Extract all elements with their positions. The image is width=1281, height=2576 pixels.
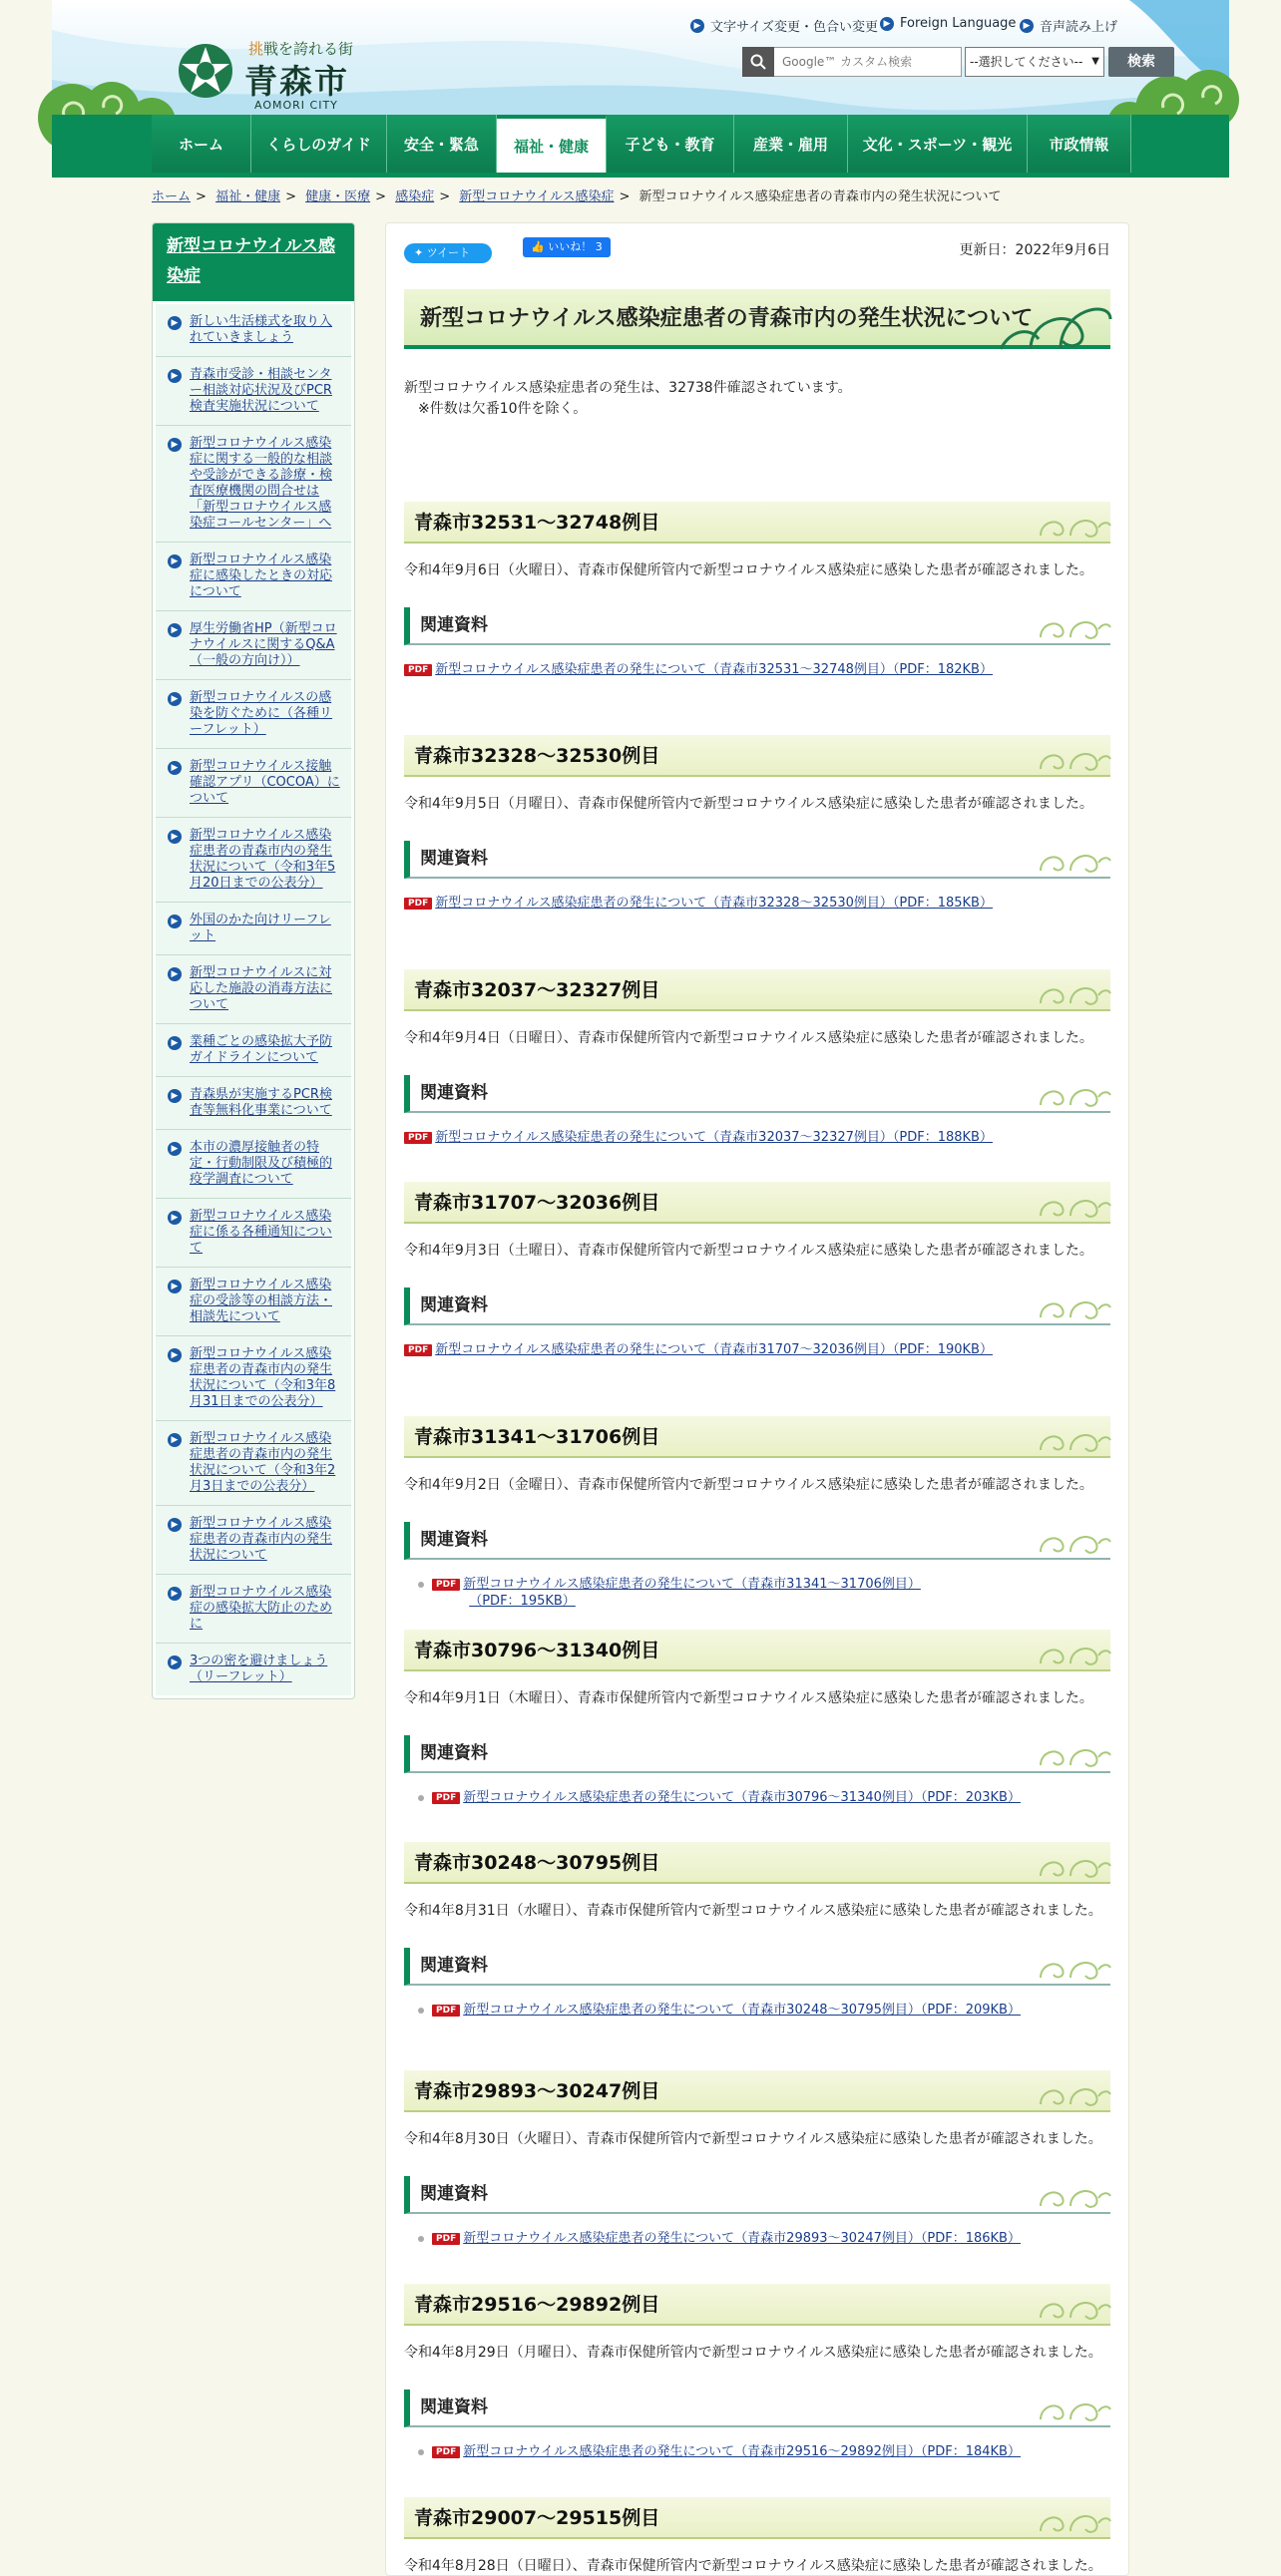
section-description: 令和4年8月28日（日曜日）、青森市保健所管内で新型コロナウイルス感染症に感染した患者が確認されました。 (404, 2558, 1102, 2574)
pdf-link-row (404, 1789, 1110, 1806)
swirl-decoration-icon (1067, 841, 1110, 877)
sidebar-list (153, 301, 354, 1698)
swirl-decoration-icon (991, 289, 1110, 349)
sidebar-item-label[interactable]: 新型コロナウイルスに対応した施設の消毒方法について (190, 965, 333, 1012)
pdf-link-row (404, 2230, 1110, 2247)
sidebar-item-label[interactable]: 新型コロナウイルス感染症患者の青森市内の発生状況について（令和3年2月3日までの公表分） (190, 1431, 336, 1494)
sidebar-item-label[interactable]: 厚生労働省HP（新型コロナウイルスに関するQ&A（一般の方向け）） (190, 621, 337, 668)
section-description: 令和4年9月6日（火曜日）、青森市保健所管内で新型コロナウイルス感染症に感染した患者が確認されました。 (404, 562, 1093, 578)
bullet-icon (418, 2008, 424, 2014)
nav-children-education[interactable]: 子ども・教育 (607, 115, 734, 173)
related-docs-heading-bar (404, 607, 1110, 645)
sidebar-item[interactable] (156, 304, 351, 356)
search-icon (742, 47, 774, 77)
sidebar-item-label[interactable]: 本市の濃厚接触者の特定・行動制限及び積極的疫学調査について (190, 1140, 333, 1187)
arrow-right-icon: ▶ (168, 1348, 182, 1362)
pdf-link[interactable]: 新型コロナウイルス感染症患者の発生について（青森市30796～31340例目）（PDF：203KB） (463, 1790, 1021, 1805)
swirl-decoration-icon (1031, 2070, 1110, 2110)
breadcrumb-infection[interactable]: 感染症 (395, 189, 435, 204)
thumbs-up-icon: 👍 (531, 240, 549, 253)
section-description: 令和4年9月3日（土曜日）、青森市保健所管内で新型コロナウイルス感染症に感染した患者が確認されました。 (404, 1243, 1093, 1259)
intro-count: 新型コロナウイルス感染症患者の発生は、32738件確認されています。 (404, 380, 852, 396)
section-heading-bar (404, 1182, 1110, 1224)
section-heading-bar (404, 735, 1110, 777)
section-heading-bar (404, 2497, 1110, 2539)
swirl-decoration-icon (1067, 2176, 1110, 2212)
nav-living-guide[interactable]: くらしのガイド (251, 115, 387, 173)
arrow-right-icon: ▶ (168, 554, 182, 568)
arrow-right-icon: ▶ (168, 1433, 182, 1447)
swirl-decoration-icon (1067, 1948, 1110, 1984)
swirl-decoration-icon (1067, 2390, 1110, 2425)
global-nav (152, 115, 1131, 173)
sidebar-item[interactable] (156, 1076, 351, 1129)
pdf-link-row (404, 2002, 1110, 2019)
pdf-link-row (404, 1341, 1110, 1358)
related-docs-heading: 関連資料 (420, 2184, 488, 2204)
case-section (404, 1842, 1110, 2019)
sidebar-item[interactable] (156, 1574, 351, 1643)
related-docs-heading: 関連資料 (420, 1743, 488, 1763)
nav-industry-employment[interactable]: 産業・雇用 (734, 115, 848, 173)
pdf-link[interactable]: 新型コロナウイルス感染症患者の発生について（青森市30248～30795例目）（PDF：209KB） (463, 2003, 1021, 2018)
swirl-decoration-icon (1031, 2497, 1110, 2537)
breadcrumb: ホーム > 福祉・健康 > 健康・医療 > 感染症 > 新型コロナウイルス感染症 > 新型コロナウイルス感染症患者の青森市内の発生状況について (152, 189, 1002, 204)
case-section (404, 2284, 1110, 2460)
tweet-button[interactable]: ✦ ツイート (404, 243, 492, 263)
pdf-icon: PDF (432, 1792, 460, 1804)
related-docs-heading: 関連資料 (420, 1530, 488, 1550)
bullet-icon (418, 2236, 424, 2242)
pdf-icon: PDF (432, 2446, 460, 2458)
search-scope-select[interactable]: --選択してください-- ▼ (965, 47, 1104, 77)
arrow-right-icon: ▶ (168, 692, 182, 706)
sidebar-item-label[interactable]: 青森市受診・相談センター相談対応状況及びPCR検査実施状況について (190, 367, 332, 414)
swirl-decoration-icon (1031, 2284, 1110, 2324)
text-to-speech-link[interactable]: ▶ 音声読み上げ (1020, 16, 1117, 35)
sidebar-item[interactable] (156, 748, 351, 817)
sidebar-item[interactable] (156, 1267, 351, 1335)
swirl-decoration-icon (1067, 1288, 1110, 1323)
related-docs-heading: 関連資料 (420, 1083, 488, 1103)
section-description: 令和4年8月29日（月曜日）、青森市保健所管内で新型コロナウイルス感染症に感染した患者が確認されました。 (404, 2345, 1102, 2361)
section-description: 令和4年8月30日（火曜日）、青森市保健所管内で新型コロナウイルス感染症に感染した患者が確認されました。 (404, 2131, 1102, 2147)
arrow-right-icon: ▶ (168, 438, 182, 452)
sidebar-item[interactable] (156, 1129, 351, 1198)
arrow-right-icon: ▶ (168, 369, 182, 383)
twitter-bird-icon: ✦ (414, 246, 427, 259)
site-search (742, 47, 1174, 77)
logo-city-name-en: AOMORI CITY (254, 99, 338, 112)
nav-city-info[interactable]: 市政情報 (1028, 115, 1131, 173)
bullet-icon (418, 2449, 424, 2455)
arrow-right-icon: ▶ (168, 1518, 182, 1532)
section-heading: 青森市31341～31706例目 (414, 1426, 660, 1448)
arrow-right-icon: ▶ (168, 967, 182, 981)
swirl-decoration-icon (1031, 1842, 1110, 1882)
arrow-right-icon: ▶ (168, 1089, 182, 1103)
sidebar-item-label[interactable]: 新しい生活様式を取り入れていきましょう (190, 314, 333, 345)
updated-date: 更新日：2022年9月6日 (959, 242, 1110, 258)
nav-culture-sports-tourism[interactable]: 文化・スポーツ・観光 (848, 115, 1028, 173)
sidebar-item-label[interactable]: 新型コロナウイルスの感染を防ぐために（各種リーフレット） (190, 690, 333, 737)
search-button[interactable]: 検索 (1108, 47, 1174, 77)
sidebar-item[interactable] (156, 1023, 351, 1076)
arrow-right-icon: ▶ (168, 623, 182, 637)
pdf-link-row (404, 661, 1110, 678)
font-size-color-link[interactable]: ▶ 文字サイズ変更・色合い変更 (690, 16, 878, 35)
sidebar-item-label[interactable]: 新型コロナウイルス感染症に感染したときの対応について (190, 552, 333, 599)
section-heading: 青森市29893～30247例目 (414, 2080, 660, 2102)
breadcrumb-current: 新型コロナウイルス感染症患者の青森市内の発生状況について (639, 189, 1002, 204)
related-docs-heading-bar (404, 1075, 1110, 1113)
sidebar-item-label[interactable]: 新型コロナウイルス接触確認アプリ（COCOA）について (190, 759, 340, 806)
sidebar-item[interactable] (156, 817, 351, 902)
related-docs-heading-bar (404, 1948, 1110, 1986)
case-section (404, 1416, 1110, 1610)
sidebar-item-label[interactable]: 新型コロナウイルス感染症に係る各種通知について (190, 1209, 332, 1256)
sidebar-item-label[interactable]: 外国のかた向けリーフレット (190, 913, 331, 943)
case-section (404, 735, 1110, 912)
sidebar-item-label[interactable]: 業種ごとの感染拡大予防ガイドラインについて (190, 1034, 333, 1065)
related-docs-heading: 関連資料 (420, 1295, 488, 1315)
pdf-link[interactable]: 新型コロナウイルス感染症患者の発生について（青森市32037～32327例目）（PDF：188KB） (435, 1130, 993, 1145)
section-heading: 青森市29007～29515例目 (414, 2507, 660, 2529)
related-docs-heading-bar (404, 841, 1110, 879)
city-emblem-icon (177, 42, 234, 100)
case-section (404, 1182, 1110, 1358)
breadcrumb-welfare[interactable]: 福祉・健康 (215, 189, 281, 204)
section-description: 令和4年9月1日（木曜日）、青森市保健所管内で新型コロナウイルス感染症に感染した患者が確認されました。 (404, 1690, 1093, 1706)
section-heading: 青森市32328～32530例目 (414, 745, 660, 767)
section-heading-bar (404, 1842, 1110, 1884)
sidebar-item[interactable] (156, 679, 351, 748)
sidebar-item[interactable] (156, 902, 351, 954)
arrow-right-icon: ▶ (168, 1036, 182, 1050)
intro-note: ※件数は欠番10件を除く。 (418, 401, 588, 417)
section-heading-bar (404, 502, 1110, 544)
pdf-icon: PDF (404, 1344, 432, 1356)
related-docs-heading-bar (404, 1288, 1110, 1325)
related-docs-heading-bar (404, 2176, 1110, 2214)
bullet-icon (418, 1582, 424, 1588)
case-section (404, 2070, 1110, 2247)
chevron-down-icon: ▼ (1091, 56, 1099, 67)
swirl-decoration-icon (1031, 1182, 1110, 1222)
main-content (385, 222, 1129, 2576)
pdf-link[interactable]: 新型コロナウイルス感染症患者の発生について（青森市32328～32530例目）（PDF：185KB） (435, 896, 993, 911)
sidebar-item[interactable] (156, 954, 351, 1023)
sidebar-item-label[interactable]: 青森県が実施するPCR検査等無料化事業について (190, 1087, 332, 1118)
nav-home[interactable]: ホーム (152, 115, 251, 173)
swirl-decoration-icon (1067, 1075, 1110, 1111)
search-input[interactable] (774, 47, 962, 77)
arrow-right-icon: ▶ (690, 19, 704, 33)
related-docs-heading: 関連資料 (420, 849, 488, 869)
arrow-right-icon: ▶ (1020, 19, 1034, 33)
related-docs-heading-bar (404, 1735, 1110, 1773)
pdf-icon: PDF (432, 1579, 460, 1591)
sidebar-item-label[interactable]: 新型コロナウイルス感染症患者の青森市内の発生状況について (190, 1516, 333, 1563)
arrow-right-icon: ▶ (880, 17, 894, 31)
pdf-link[interactable]: 新型コロナウイルス感染症患者の発生について（青森市32531～32748例目）（PDF：182KB） (435, 662, 993, 677)
swirl-decoration-icon (1031, 969, 1110, 1009)
section-heading: 青森市31707～32036例目 (414, 1192, 660, 1214)
nav-safety[interactable]: 安全・緊急 (387, 115, 497, 173)
related-docs-heading: 関連資料 (420, 1956, 488, 1976)
case-section (404, 969, 1110, 1146)
pdf-link-row (404, 2443, 1110, 2460)
arrow-right-icon: ▶ (168, 1280, 182, 1293)
sidebar-item-label[interactable]: 新型コロナウイルス感染症の受診等の相談方法・相談先について (190, 1278, 333, 1324)
section-heading-bar (404, 969, 1110, 1011)
case-section (404, 502, 1110, 678)
related-docs-heading-bar (404, 1522, 1110, 1560)
arrow-right-icon: ▶ (168, 761, 182, 775)
page-title: 新型コロナウイルス感染症患者の青森市内の発生状況について (420, 306, 1034, 331)
facebook-like-button[interactable]: 👍 いいね！ 3 (523, 237, 611, 257)
intro-text (404, 378, 852, 420)
pdf-link[interactable]: 新型コロナウイルス感染症患者の発生について（青森市31341～31706例目） （PDF：195KB） (463, 1577, 921, 1609)
related-docs-heading-bar (404, 2390, 1110, 2427)
pdf-icon: PDF (432, 2233, 460, 2245)
pdf-link[interactable]: 新型コロナウイルス感染症患者の発生について（青森市29516～29892例目）（PDF：184KB） (463, 2444, 1021, 2459)
sidebar-item[interactable] (156, 610, 351, 679)
pdf-link-row (404, 895, 1110, 912)
section-description: 令和4年9月5日（月曜日）、青森市保健所管内で新型コロナウイルス感染症に感染した患者が確認されました。 (404, 796, 1093, 812)
sidebar-item-label[interactable]: 新型コロナウイルス感染症の感染拡大防止のために (190, 1585, 333, 1632)
pdf-icon: PDF (404, 898, 432, 910)
nav-welfare-health[interactable]: 福祉・健康 (497, 115, 607, 173)
section-heading: 青森市30796～31340例目 (414, 1640, 660, 1661)
sidebar-item[interactable] (156, 1643, 351, 1695)
page-title-bar (404, 289, 1110, 349)
section-description: 令和4年9月2日（金曜日）、青森市保健所管内で新型コロナウイルス感染症に感染した患者が確認されました。 (404, 1477, 1093, 1493)
section-description: 令和4年9月4日（日曜日）、青森市保健所管内で新型コロナウイルス感染症に感染した患者が確認されました。 (404, 1030, 1093, 1046)
arrow-right-icon: ▶ (168, 830, 182, 844)
arrow-right-icon: ▶ (168, 1656, 182, 1669)
arrow-right-icon: ▶ (168, 915, 182, 928)
case-section (404, 2497, 1110, 2575)
sidebar-item[interactable] (156, 1420, 351, 1505)
swirl-decoration-icon (1031, 1630, 1110, 1669)
sidebar-item[interactable] (156, 1198, 351, 1267)
sidebar-item[interactable] (156, 425, 351, 542)
arrow-right-icon: ▶ (168, 316, 182, 330)
pdf-icon: PDF (432, 2005, 460, 2017)
logo-catchphrase: 挑戦を誇れる街 (248, 40, 354, 58)
sidebar-item-label[interactable]: 新型コロナウイルス感染症患者の青森市内の発生状況について（令和3年8月31日までの公表分） (190, 1346, 336, 1409)
arrow-right-icon: ▶ (168, 1587, 182, 1601)
case-section (404, 1630, 1110, 1806)
sidebar-item[interactable] (156, 356, 351, 425)
pdf-link-row (404, 1576, 1110, 1610)
swirl-decoration-icon (1067, 607, 1110, 643)
section-heading: 青森市32037～32327例目 (414, 979, 660, 1001)
site-logo[interactable] (177, 38, 366, 112)
section-heading-bar (404, 1630, 1110, 1671)
swirl-decoration-icon (1067, 1522, 1110, 1558)
swirl-decoration-icon (1031, 1416, 1110, 1456)
breadcrumb-health[interactable]: 健康・医療 (305, 189, 371, 204)
pdf-link-row (404, 1129, 1110, 1146)
sidebar-item-label[interactable]: 新型コロナウイルス感染症に関する一般的な相談や受診ができる診療・検査医療機関の問合せは「新型コロナウイルス感染症コールセンター」へ (190, 436, 333, 531)
section-heading: 青森市32531～32748例目 (414, 512, 660, 534)
section-heading: 青森市29516～29892例目 (414, 2294, 660, 2316)
pdf-link[interactable]: 新型コロナウイルス感染症患者の発生について（青森市31707～32036例目）（PDF：190KB） (435, 1342, 993, 1357)
related-docs-heading: 関連資料 (420, 2397, 488, 2417)
arrow-right-icon: ▶ (168, 1142, 182, 1156)
sidebar (152, 222, 355, 1699)
sidebar-item[interactable] (156, 542, 351, 610)
sidebar-title[interactable]: 新型コロナウイルス感染症 (153, 223, 354, 301)
arrow-right-icon: ▶ (168, 1211, 182, 1225)
sidebar-item-label[interactable]: 新型コロナウイルス感染症患者の青森市内の発生状況について（令和3年5月20日までの公表分） (190, 828, 336, 891)
logo-city-name: 青森市 (244, 62, 349, 101)
section-heading-bar (404, 2070, 1110, 2112)
swirl-decoration-icon (1067, 1735, 1110, 1771)
pdf-icon: PDF (404, 1132, 432, 1144)
related-docs-heading: 関連資料 (420, 615, 488, 635)
sidebar-item[interactable] (156, 1335, 351, 1420)
section-heading-bar (404, 2284, 1110, 2326)
breadcrumb-home[interactable]: ホーム (152, 189, 192, 204)
section-heading: 青森市30248～30795例目 (414, 1852, 660, 1874)
pdf-link[interactable]: 新型コロナウイルス感染症患者の発生について（青森市29893～30247例目）（PDF：186KB） (463, 2231, 1021, 2246)
sidebar-item-label[interactable]: 3つの密を避けましょう（リーフレット） (190, 1654, 328, 1684)
sidebar-item[interactable] (156, 1505, 351, 1574)
section-description: 令和4年8月31日（水曜日）、青森市保健所管内で新型コロナウイルス感染症に感染した患者が確認されました。 (404, 1903, 1102, 1919)
swirl-decoration-icon (1031, 502, 1110, 542)
section-heading-bar (404, 1416, 1110, 1458)
pdf-icon: PDF (404, 664, 432, 676)
breadcrumb-covid[interactable]: 新型コロナウイルス感染症 (459, 189, 615, 204)
foreign-language-link[interactable]: ▶ Foreign Language (880, 16, 1016, 31)
bullet-icon (418, 1795, 424, 1801)
swirl-decoration-icon (1031, 735, 1110, 775)
